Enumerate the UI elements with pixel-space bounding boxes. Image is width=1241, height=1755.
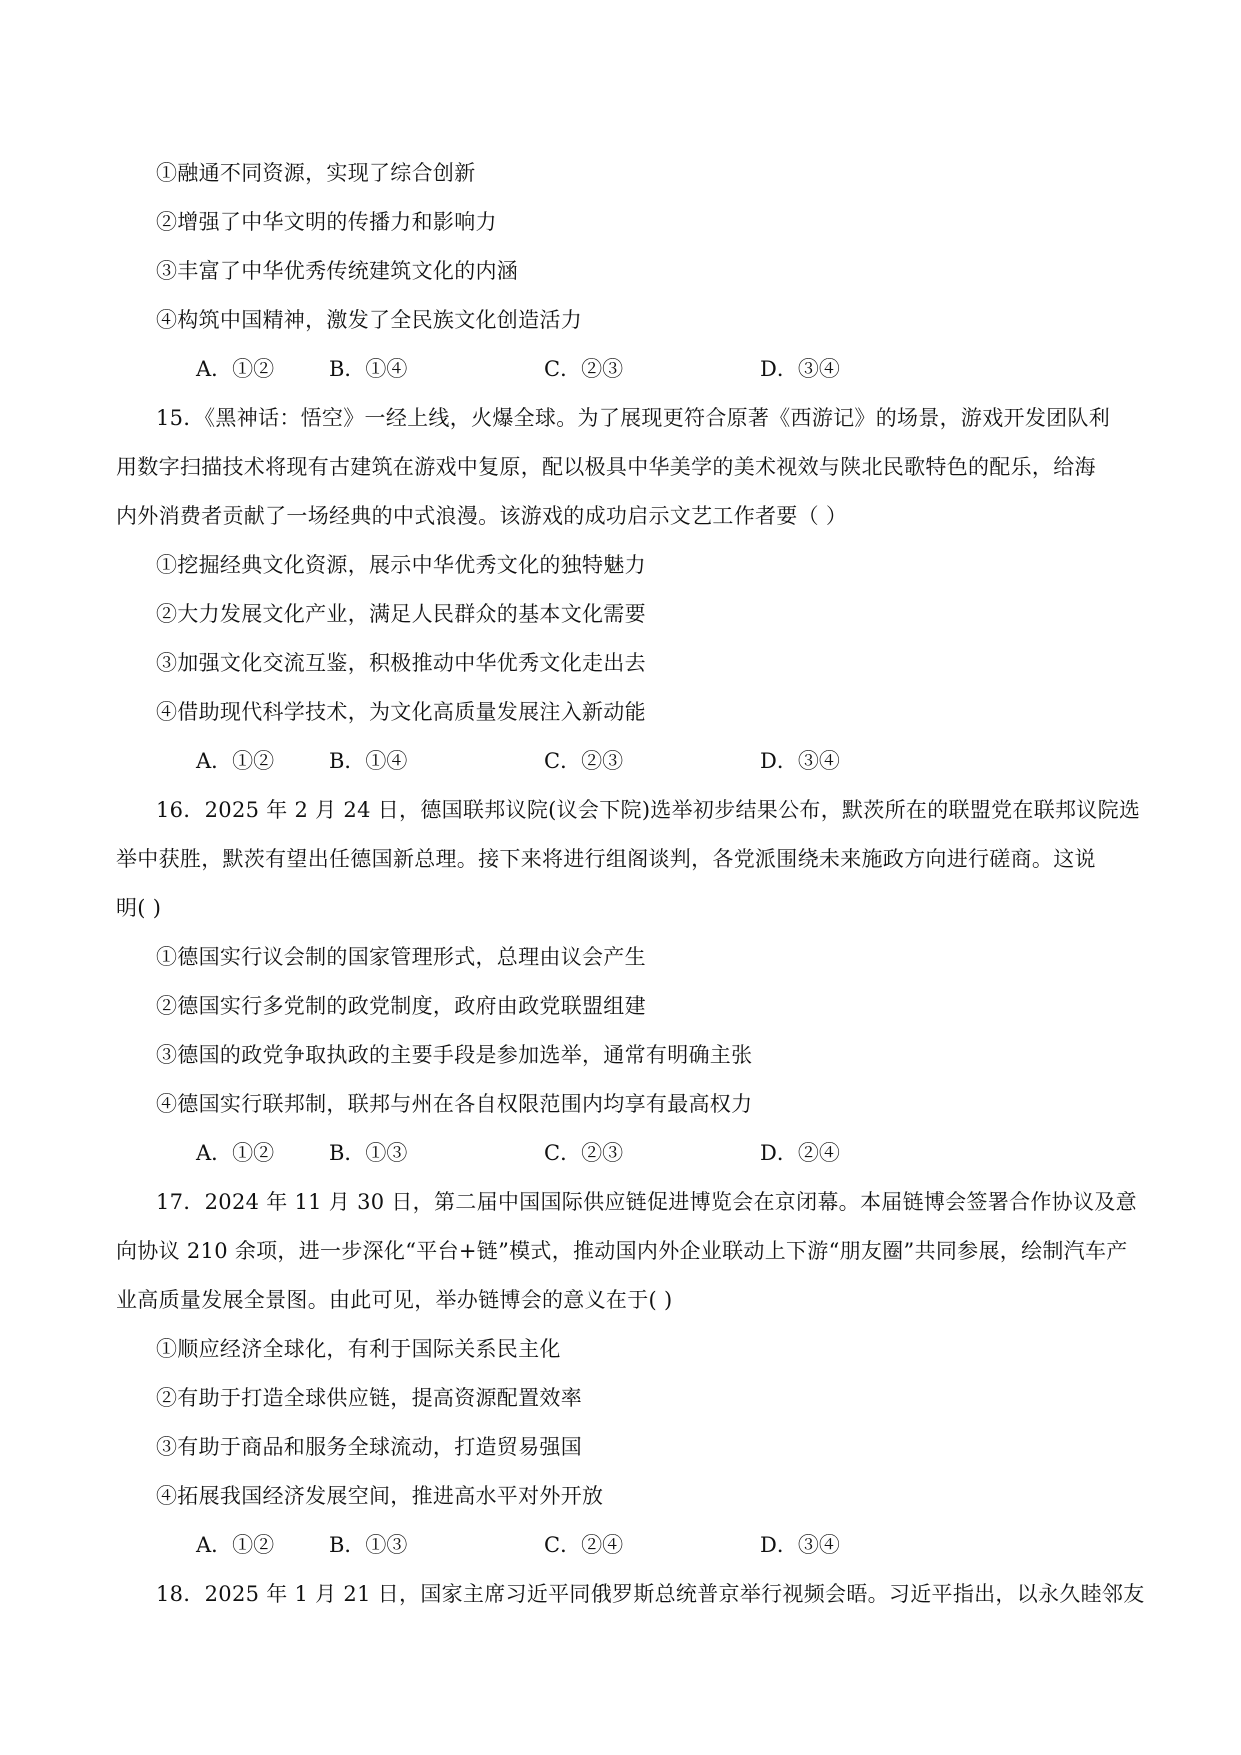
q16-stem-line-2: 举中获胜，默茨有望出任德国新总理。接下来将进行组阁谈判，各党派围绕未来施政方向进行磋商。这说 xyxy=(116,847,1096,871)
q17-statement-3: ③有助于商品和服务全球流动，打造贸易强国 xyxy=(156,1435,582,1459)
q18-stem-line-1: 18．2025 年 1 月 21 日，国家主席习近平同俄罗斯总统普京举行视频会晤。习近平指出，以永久睦邻友 xyxy=(156,1582,1145,1606)
q16-options xyxy=(196,1138,896,1168)
q15-option-d: D．③④ xyxy=(760,749,840,773)
q15-statement-2: ②大力发展文化产业，满足人民群众的基本文化需要 xyxy=(156,602,646,626)
q16-stem-line-3: 明( ) xyxy=(116,896,162,920)
q14-option-d: D．③④ xyxy=(760,357,840,381)
q17-statement-4: ④拓展我国经济发展空间，推进高水平对外开放 xyxy=(156,1484,604,1508)
q16-statement-1: ①德国实行议会制的国家管理形式，总理由议会产生 xyxy=(156,945,646,969)
q16-statement-4: ④德国实行联邦制，联邦与州在各自权限范围内均享有最高权力 xyxy=(156,1092,753,1116)
q17-option-a: A．①② xyxy=(196,1533,275,1557)
q17-option-c: C．②④ xyxy=(544,1533,624,1557)
q15-stem-line-1: 15．《黑神话：悟空》一经上线，火爆全球。为了展现更符合原著《西游记》的场景，游戏开发团队利 xyxy=(156,406,1111,430)
q15-stem-line-3: 内外消费者贡献了一场经典的中式浪漫。该游戏的成功启示文艺工作者要（ ） xyxy=(116,504,848,528)
q15-option-c: C．②③ xyxy=(544,749,624,773)
q15-option-a: A．①② xyxy=(196,749,275,773)
q17-statement-1: ①顺应经济全球化，有利于国际关系民主化 xyxy=(156,1337,561,1361)
q16-statement-3: ③德国的政党争取执政的主要手段是参加选举，通常有明确主张 xyxy=(156,1043,753,1067)
q14-statement-2: ②增强了中华文明的传播力和影响力 xyxy=(156,210,497,234)
q15-option-b: B．①④ xyxy=(329,749,408,773)
q17-option-d: D．③④ xyxy=(760,1533,840,1557)
q15-statement-3: ③加强文化交流互鉴，积极推动中华优秀文化走出去 xyxy=(156,651,646,675)
q17-stem-line-3: 业高质量发展全景图。由此可见，举办链博会的意义在于( ) xyxy=(116,1288,673,1312)
q15-options xyxy=(196,746,896,776)
q15-stem-line-2: 用数字扫描技术将现有古建筑在游戏中复原，配以极具中华美学的美术视效与陕北民歌特色的配乐，给海 xyxy=(116,455,1096,479)
q17-option-b: B．①③ xyxy=(329,1533,408,1557)
q17-options xyxy=(196,1530,896,1560)
q14-statement-3: ③丰富了中华优秀传统建筑文化的内涵 xyxy=(156,259,519,283)
q16-stem-line-1: 16．2025 年 2 月 24 日，德国联邦议院(议会下院)选举初步结果公布，默茨所在的联盟党在联邦议院选 xyxy=(156,798,1141,822)
q17-stem-line-2: 向协议 210 余项，进一步深化“平台+链”模式，推动国内外企业联动上下游“朋友圈”共同参展，绘制汽车产 xyxy=(116,1239,1128,1263)
q14-option-b: B．①④ xyxy=(329,357,408,381)
q14-option-c: C．②③ xyxy=(544,357,624,381)
q14-option-a: A．①② xyxy=(196,357,275,381)
q16-option-d: D．②④ xyxy=(760,1141,840,1165)
q16-option-b: B．①③ xyxy=(329,1141,408,1165)
q16-option-c: C．②③ xyxy=(544,1141,624,1165)
q14-statement-4: ④构筑中国精神，激发了全民族文化创造活力 xyxy=(156,308,582,332)
q17-stem-line-1: 17．2024 年 11 月 30 日，第二届中国国际供应链促进博览会在京闭幕。本届链博会签署合作协议及意 xyxy=(156,1190,1137,1214)
q14-options xyxy=(196,354,896,384)
q17-statement-2: ②有助于打造全球供应链，提高资源配置效率 xyxy=(156,1386,582,1410)
q14-statement-1: ①融通不同资源，实现了综合创新 xyxy=(156,161,476,185)
q15-statement-1: ①挖掘经典文化资源，展示中华优秀文化的独特魅力 xyxy=(156,553,646,577)
q16-option-a: A．①② xyxy=(196,1141,275,1165)
q15-statement-4: ④借助现代科学技术，为文化高质量发展注入新动能 xyxy=(156,700,646,724)
q16-statement-2: ②德国实行多党制的政党制度，政府由政党联盟组建 xyxy=(156,994,646,1018)
